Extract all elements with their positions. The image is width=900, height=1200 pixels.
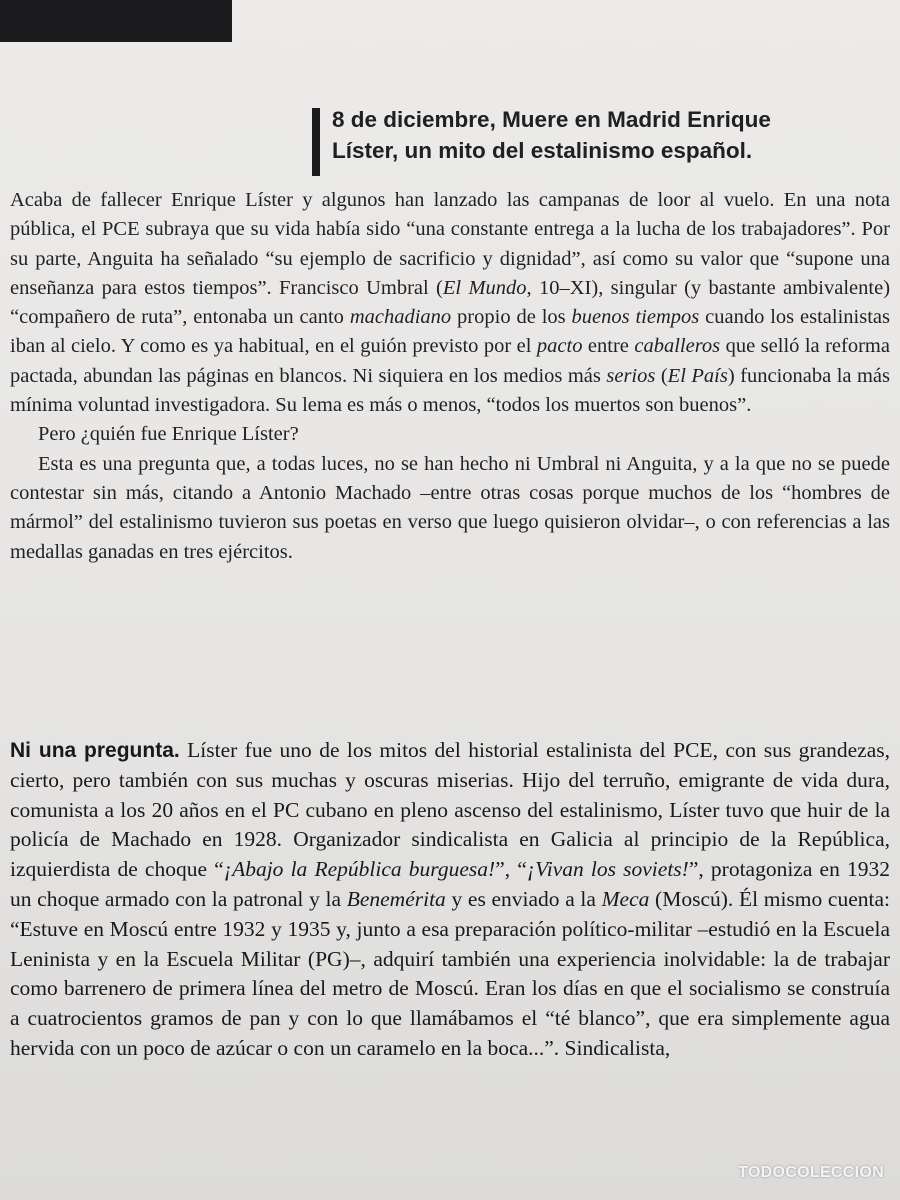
paragraph-4-run-7: Meca <box>601 886 650 911</box>
paragraph-1-run-3: machadiano <box>349 306 452 329</box>
paragraph-1-run-2: , 10–XI), singular (y bastante ambivalente) “compañero de ruta”, entonaba un canto <box>10 276 891 329</box>
paragraph-4-run-6: y es enviado a la <box>445 886 602 911</box>
paragraph-4 <box>10 736 890 1064</box>
paragraph-1-run-1: El Mundo <box>442 276 527 299</box>
headline-line-2: Líster, un mito del estalinismo español. <box>332 138 753 163</box>
paragraph-1-run-14: ) funcionaba la más mínima voluntad investigadora. Su lema es más o menos, “todos los muertos son buenos”. <box>10 364 890 417</box>
paragraph-1-run-8: entre <box>582 335 635 358</box>
paragraph-1-run-0: Acaba de fallecer Enrique Líster y algunos han lanzado las campanas de loor al vuelo. En una nota pública, el PCE subraya que su vida había sido “una constante entrega a la lucha de los trabajadores”. Por su parte, Anguita ha señalado “su ejemplo de sacrificio y dignidad”, así como su valor que “supone una enseñanza para estos tiempos”. Francisco Umbral ( <box>10 189 890 299</box>
paragraph-1-run-13: El País <box>667 364 728 387</box>
paragraph-1-run-11: serios <box>606 364 656 387</box>
headline-line-1: 8 de diciembre, Muere en Madrid Enrique <box>332 107 771 132</box>
paragraph-4-run-3: ¡Vivan los soviets! <box>526 857 689 882</box>
paragraph-2: Pero ¿quién fue Enrique Líster? <box>38 423 299 446</box>
headline-text <box>332 104 900 166</box>
article-section-1 <box>10 186 890 567</box>
paragraph-1-run-10: que selló la reforma pactada, abundan las páginas en blancos. Ni siquiera en los medios más <box>10 335 890 387</box>
paragraph-4-run-0: Líster fue uno de los mitos del historial estalinista del PCE, con sus grandezas, cierto, pero también con sus muchas y oscuras miserias. Hijo del terruño, emigrante de vida dura, comunista a los 20 años en el PC cubano en pleno ascenso del estalinismo, Líster tuvo que huir de la policía de Machado en 1928. Organizador sindicalista en Galicia al principio de la República, izquierdista de choque “ <box>10 738 890 882</box>
paragraph-1-run-12: ( <box>655 364 668 387</box>
article-section-2 <box>10 736 890 1064</box>
paragraph-4-run-8: (Moscú). Él mismo cuenta: “Estuve en Moscú entre 1932 y 1935 y, junto a esa preparación político-militar –estudió en la Escuela Leninista y en la Escuela Militar (PG)–, adquirí también una experiencia inolvidable: la de trabajar como barrenero de primera línea del metro de Moscú. Eran los días en que el socialismo se construía a cuatrocientos gramos de pan y con lo que llamábamos el “té blanco”, que era simplemente agua hervida con un poco de azúcar o con un caramelo en la boca...”. Sindicalista, <box>10 886 890 1060</box>
paragraph-1-run-7: pacto <box>536 335 583 358</box>
section-lead-heading: Ni una pregunta. <box>10 739 180 762</box>
paragraph-1 <box>10 186 890 420</box>
black-header-bar <box>0 0 232 42</box>
section-headline <box>312 104 900 166</box>
paragraph-4-run-5: Benemérita <box>346 886 446 911</box>
watermark-logo: TODOCOLECCION <box>738 1164 884 1181</box>
headline-rule <box>312 108 320 176</box>
paragraph-3: Esta es una pregunta que, a todas luces, no se han hecho ni Umbral ni Anguita, y a la que no se puede contestar sin más, citando a Antonio Machado –entre otras cosas porque muchos de los “hombres de mármol” del estalinismo tuvieron sus poetas en verso que luego quisieron olvidar–, o con referencias a las medallas ganadas en tres ejércitos. <box>10 452 890 563</box>
paragraph-1-run-4: propio de los <box>451 306 572 329</box>
paragraph-1-run-9: caballeros <box>634 335 721 358</box>
paragraph-4-run-2: ”, “ <box>495 857 527 882</box>
paragraph-1-run-6: cuando los estalinistas iban al cielo. Y como es ya habitual, en el guión previsto por el <box>10 306 890 358</box>
paragraph-4-run-4: ”, protagoniza en 1932 un choque armado con la patronal y la <box>10 857 890 911</box>
paragraph-1-run-5: buenos tiempos <box>571 306 700 329</box>
paragraph-4-run-1: ¡Abajo la República burguesa! <box>223 857 496 882</box>
